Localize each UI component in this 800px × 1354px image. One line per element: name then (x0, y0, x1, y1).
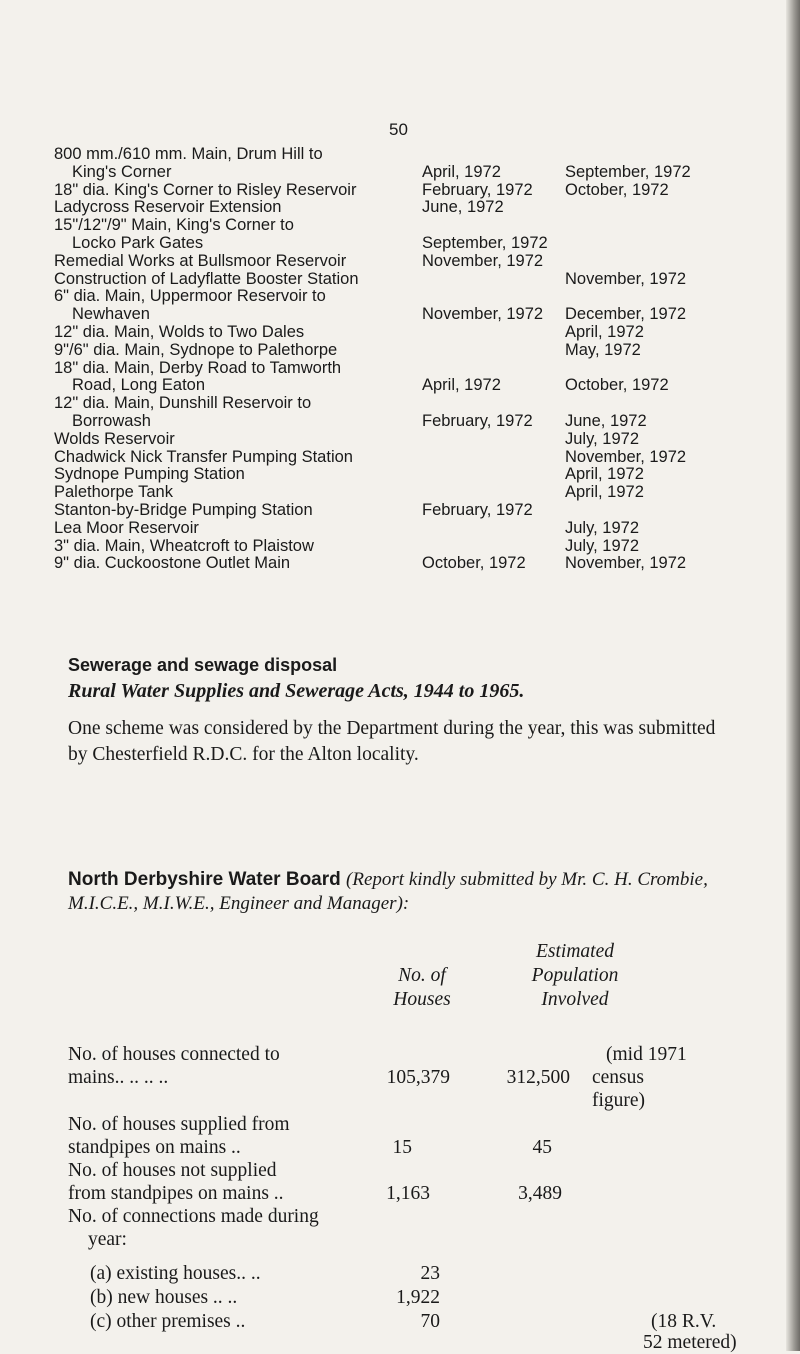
header-houses-2: Houses (393, 989, 451, 1010)
schedule-completion-date: April, 1972 (565, 323, 644, 341)
item-c-note-1: (18 R.V. (651, 1311, 717, 1332)
header-pop-3: Involved (541, 989, 609, 1010)
page-edge-shadow (786, 0, 800, 1351)
schedule-scheme: 15"/12"/9" Main, King's Corner to (54, 216, 294, 235)
schedule-completion-date: October, 1972 (565, 180, 669, 199)
schedule-row (54, 253, 770, 271)
schedule-completion-date: April, 1972 (565, 483, 644, 502)
schedule-row (54, 520, 770, 538)
schedule-row (54, 538, 770, 556)
header-pop-1: Estimated (536, 941, 614, 962)
north-derbyshire-intro (68, 868, 748, 916)
schedule-row (54, 146, 770, 164)
schedule-row (54, 235, 770, 253)
connected-note-3: figure) (592, 1090, 646, 1111)
connected-note-2: census (592, 1067, 644, 1088)
sewerage-heading: Sewerage and sewage disposal (68, 655, 338, 675)
schedule-start-date: April, 1972 (422, 162, 501, 181)
schedule-completion-date: December, 1972 (565, 305, 687, 324)
report-credit: (Report kindly submitted by Mr. C. H. Crombie, M.I.C.E., M.I.W.E., Engineer and Manager): (68, 869, 708, 914)
schedule-row (54, 502, 770, 520)
schedule-row (54, 306, 770, 324)
schedule-scheme: 9" dia. Cuckoostone Outlet Main (54, 554, 291, 573)
schedule-scheme: Palethorpe Tank (54, 483, 173, 502)
schedule-start-date: November, 1972 (422, 251, 544, 270)
schedule-completion-date: November, 1972 (565, 554, 687, 573)
schedule-scheme: Road, Long Eaton (72, 376, 206, 395)
header-pop-2: Population (531, 965, 619, 986)
schedule-completion-date: November, 1972 (565, 447, 687, 466)
not-supplied-houses: 1,163 (386, 1183, 430, 1204)
schedule-completion-date: November, 1972 (565, 269, 687, 288)
schedule-row (54, 413, 770, 431)
schedule-completion-date: April, 1972 (565, 465, 644, 484)
standpipe-houses: 15 (392, 1137, 412, 1158)
connections-label-1: No. of connections made during (68, 1206, 319, 1227)
schedule-row (54, 360, 770, 378)
sewerage-subheading: Rural Water Supplies and Sewerage Acts, 1944 to 1965. (68, 680, 525, 702)
schedule-start-date: October, 1972 (422, 554, 526, 573)
connections-label-2: year: (88, 1229, 127, 1250)
schedule-row (54, 182, 770, 200)
item-c-label: (c) other premises .. (90, 1311, 246, 1332)
connected-note-1: (mid 1971 (606, 1044, 687, 1065)
schedule-completion-date: July, 1972 (565, 518, 639, 537)
item-b-value: 1,922 (396, 1287, 440, 1308)
schedule-scheme: 9"/6" dia. Main, Sydnope to Palethorpe (54, 340, 338, 359)
sewerage-paragraph: One scheme was considered by the Department during the year, this was submitted by Chesterfield R.D.C. for the Alton locality. (68, 718, 716, 765)
connected-pop: 312,500 (506, 1067, 570, 1088)
item-a-label: (a) existing houses.. .. (90, 1263, 261, 1284)
schedule-row (54, 431, 770, 449)
schedule-completion-date: June, 1972 (565, 412, 647, 430)
schedule-scheme: Remedial Works at Bullsmoor Reservoir (54, 251, 347, 270)
schedule-scheme: Sydnope Pumping Station (54, 465, 245, 484)
not-supplied-label-1: No. of houses not supplied (68, 1160, 277, 1181)
schedule-start-date: June, 1972 (422, 198, 504, 217)
schedule-completion-date: July, 1972 (565, 429, 639, 448)
schedule-scheme: Wolds Reservoir (54, 429, 175, 448)
schedule-completion-date: October, 1972 (565, 376, 669, 395)
not-supplied-label-2: from standpipes on mains .. (68, 1183, 284, 1204)
schedule-row (54, 466, 770, 484)
page-number: 50 (389, 120, 408, 139)
schedule-row (54, 395, 770, 413)
schedule-row (54, 342, 770, 360)
board-name: North Derbyshire Water Board (68, 869, 341, 890)
schedule-scheme: 3" dia. Main, Wheatcroft to Plaistow (54, 536, 314, 555)
schedule-scheme: 12" dia. Main, Wolds to Two Dales (54, 323, 305, 341)
schedule-completion-date: May, 1972 (565, 340, 641, 359)
schedule-scheme: 6" dia. Main, Uppermoor Reservoir to (54, 287, 326, 306)
schedule-row (54, 324, 770, 342)
schedule-row (54, 377, 770, 395)
schedule-scheme: King's Corner (72, 162, 172, 181)
connected-houses: 105,379 (386, 1067, 450, 1088)
schedule-start-date: April, 1972 (422, 376, 501, 395)
schedule-completion-date: September, 1972 (565, 162, 691, 181)
schedule-completion-date: July, 1972 (565, 536, 639, 555)
schedule-scheme: Ladycross Reservoir Extension (54, 198, 282, 217)
not-supplied-pop: 3,489 (518, 1183, 562, 1204)
item-a-value: 23 (420, 1263, 440, 1284)
schedule-scheme: Stanton-by-Bridge Pumping Station (54, 501, 313, 519)
schedule-row (54, 271, 770, 289)
standpipe-label-1: No. of houses supplied from (68, 1114, 290, 1135)
schedule-scheme: Lea Moor Reservoir (54, 518, 199, 537)
schedule-start-date: September, 1972 (422, 234, 548, 252)
header-houses-1: No. of (398, 965, 446, 986)
schedule-scheme: Borrowash (72, 412, 151, 430)
schedule-scheme: 18" dia. King's Corner to Risley Reservoir (54, 180, 357, 199)
schedule-start-date: February, 1972 (422, 412, 533, 430)
connected-label-2: mains.. .. .. .. (68, 1067, 169, 1088)
schedule-row (54, 484, 770, 502)
schedule-scheme: 800 mm./610 mm. Main, Drum Hill to (54, 145, 323, 163)
standpipe-label-2: standpipes on mains .. (68, 1137, 241, 1158)
schedule-row (54, 449, 770, 467)
schedule-start-date: February, 1972 (422, 501, 533, 519)
schedule-scheme: Chadwick Nick Transfer Pumping Station (54, 447, 353, 466)
item-b-label: (b) new houses .. .. (90, 1287, 238, 1308)
standpipe-pop: 45 (532, 1137, 552, 1158)
schedule-start-date: February, 1972 (422, 180, 533, 199)
schedule-scheme: 18" dia. Main, Derby Road to Tamworth (54, 358, 342, 377)
schedule-row (54, 217, 770, 235)
schedule-scheme: Construction of Ladyflatte Booster Station (54, 269, 359, 288)
schedule-scheme: Newhaven (72, 305, 150, 324)
schedule-row (54, 555, 770, 573)
schedule-row (54, 199, 770, 217)
schedule-scheme: 12" dia. Main, Dunshill Reservoir to (54, 394, 312, 413)
item-c-note-2: 52 metered) (643, 1332, 737, 1353)
schedule-row (54, 164, 770, 182)
schedule-row (54, 288, 770, 306)
schedule-scheme: Locko Park Gates (72, 234, 204, 252)
connected-label-1: No. of houses connected to (68, 1044, 280, 1065)
schedule-start-date: November, 1972 (422, 305, 544, 324)
item-c-value: 70 (420, 1311, 440, 1332)
